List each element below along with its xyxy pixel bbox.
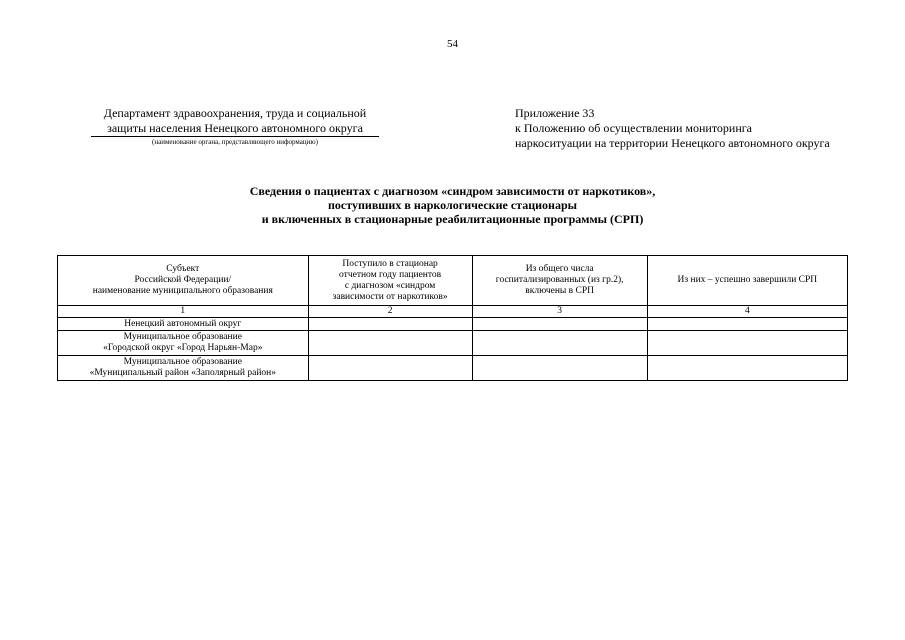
header-text: Субъект <box>166 264 200 274</box>
row-label-naryan-mar <box>58 331 309 356</box>
header-cell-admitted <box>308 256 472 306</box>
department-line-1: Департамент здравоохранения, труда и социальной <box>103 106 367 120</box>
header-cell-completed-srp <box>647 256 847 306</box>
data-cell <box>472 356 647 381</box>
column-number-row <box>58 306 848 318</box>
table-row <box>58 356 848 381</box>
row-label-text: Муниципальное образование <box>123 357 242 367</box>
report-table <box>57 255 848 381</box>
department-block <box>70 106 400 147</box>
row-label-text: Муниципальное образование <box>123 332 242 342</box>
data-cell <box>472 318 647 331</box>
row-label-nao <box>58 318 309 331</box>
header-cell-included-srp <box>472 256 647 306</box>
title-line-2: поступивших в наркологические стационары <box>328 198 577 212</box>
data-cell <box>472 331 647 356</box>
column-number: 4 <box>647 306 847 318</box>
row-label-text: Ненецкий автономный округ <box>124 318 242 329</box>
table-row <box>58 331 848 356</box>
appendix-block <box>515 106 885 151</box>
title-line-1: Сведения о пациентах с диагнозом «синдром зависимости от наркотиков», <box>249 184 656 198</box>
data-cell <box>308 318 472 331</box>
row-label-text: «Городской округ «Город Нарьян-Мар» <box>103 343 263 353</box>
column-number: 2 <box>308 306 472 318</box>
document-title <box>0 184 905 226</box>
data-cell <box>647 356 847 381</box>
table-row <box>58 318 848 331</box>
header-text: наименование муниципального образования <box>92 286 273 296</box>
department-caption: (наименование органа, представляющего информацию) <box>152 138 318 146</box>
header-cell-subject <box>58 256 309 306</box>
header-text: включены в СРП <box>525 286 595 296</box>
appendix-line-2: к Положению об осуществлении мониторинга <box>515 121 753 135</box>
header-text: отчетном году пациентов <box>339 269 442 280</box>
table-header-row <box>58 256 848 306</box>
header-text: зависимости от наркотиков» <box>332 291 448 302</box>
header-text: Российской Федерации/ <box>134 275 232 285</box>
page-number: 54 <box>447 38 458 50</box>
data-cell <box>647 318 847 331</box>
data-cell <box>308 356 472 381</box>
header-text: с диагнозом «синдром <box>344 280 436 291</box>
header-text: госпитализированных (из гр.2), <box>495 275 624 285</box>
appendix-line-1: Приложение 33 <box>515 106 595 120</box>
header-text: Из общего числа <box>525 264 594 274</box>
row-label-zapolyarny <box>58 356 309 381</box>
column-number: 3 <box>472 306 647 318</box>
row-label-text: «Муниципальный район «Заполярный район» <box>89 368 276 378</box>
header-text: Из них – успешно завершили СРП <box>677 275 818 285</box>
data-cell <box>647 331 847 356</box>
title-line-3: и включенных в стационарные реабилитационные программы (СРП) <box>261 212 644 226</box>
department-line-2: защиты населения Ненецкого автономного округа <box>91 121 379 137</box>
header-text: Поступило в стационар <box>342 258 438 269</box>
appendix-line-3: наркоситуации на территории Ненецкого автономного округа <box>515 136 830 150</box>
column-number: 1 <box>58 306 309 318</box>
data-cell <box>308 331 472 356</box>
